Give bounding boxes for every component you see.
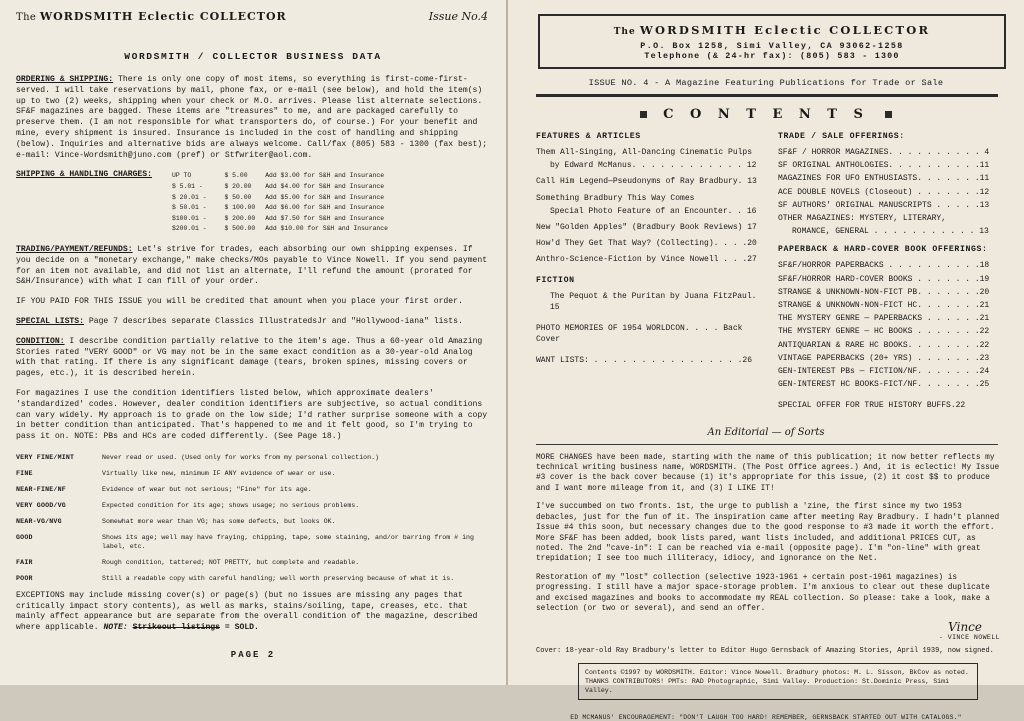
shipping-prefix: $ 5.01 - [172,182,203,190]
shipping-charges-section [16,170,490,236]
condition-code: NEAR-FINE/NF [16,485,66,493]
list-item[interactable]: SF&F/HORROR PAPERBACKS . . . . . . . . . .18 [778,261,990,271]
shipping-charge: Add $5.00 for S&H and Insurance [265,193,385,201]
editorial-divider [536,444,998,445]
list-item[interactable]: SF ORIGINAL ANTHOLOGIES. . . . . . . . . .11 [778,161,990,171]
editorial-heading: An Editorial — of Sorts [707,426,825,438]
condition-code-list [16,453,490,583]
fiction-heading: FICTION [536,275,575,285]
left-page-header [0,0,506,23]
shipping-charge: Add $6.00 for S&H and Insurance [265,204,385,212]
trading-body: Let's strive for trades, each absorbing our own shipping expenses. If you decide on a "monetary exchange," make checks/MOs payable to Vince Nowell. If you send payment for an item not available, and did not list an alternate, I'll refund the amount (prorated for S&H/Insurance) with what I can fill of your order. [16,244,488,287]
shipping-charge: Add $10.00 for S&H and Insurance [265,225,388,233]
trade-offerings-heading: TRADE / SALE OFFERINGS: [778,132,905,141]
exceptions-text: EXCEPTIONS may include missing cover(s) or page(s) (but no issues are missing any pages that critically impact story contents), as well as marks, stains/soiling, tape, creases, etc. that mainly affect appearance but are separate from the overall condition of the magazine, described where applicable. [16,590,478,633]
list-item[interactable]: Anthro-Science-Fiction by Vince Nowell . . .27 [536,255,757,265]
list-item[interactable]: SF AUTHORS' ORIGINAL MANUSCRIPTS . . . . .13 [778,200,990,210]
shipping-range: $ 20.00 [224,182,252,190]
shipping-range: $ 200.00 [224,214,256,222]
issue-label: Issue No.4 [428,10,488,23]
condition-code: FINE [16,469,33,477]
contents-columns [508,132,1024,417]
editorial-paragraph: I've succumbed on two fronts. 1st, the urge to publish a 'zine, the first since my two 1953 debacles, just for the fun of it. The inspiration came after meeting Ray Bradbury. I hadn't planned Issue #4 this soon, but necessary changes due to the good response to #3 made it worth the effort. More SF&F has been added, book lists pared, want lists included, and additional PRICES CUT, as noted. The 2nd "cave-in": I can be reached via e-mail (opposite page). I'm "on-line" with great trepidation; I see too much illiteracy, idiocy, and ignorance on the Net. [536,503,1000,564]
list-item[interactable]: VINTAGE PAPERBACKS (20+ YRS) . . . . . . .23 [778,353,990,363]
masthead-phone: Telephone (& 24-hr fax): (805) 583 - 1300 [644,51,900,61]
list-item [16,558,490,567]
list-item[interactable]: Call Him Legend—Pseudonyms of Ray Bradbury. 13 [536,177,757,187]
list-item[interactable]: MAGAZINES FOR UFO ENTHUSIASTS. . . . . . .11 [778,174,990,184]
list-item [16,501,490,510]
note-strike-term: Strikeout listings [132,623,221,633]
issue-subtitle: ISSUE NO. 4 - A Magazine Featuring Publications for Trade or Sale [588,78,944,88]
shipping-charge: Add $7.50 for S&H and Insurance [265,214,385,222]
left-page-body [0,23,506,660]
table-row [172,215,396,224]
special-lists-heading: SPECIAL LISTS: [16,316,84,326]
note-strike-post: = SOLD. [220,623,259,633]
special-lists-body: Page 7 describes separate Classics IllustratedsJr and "Hollywood-iana" lists. [84,316,463,326]
page-number: PAGE 2 [230,650,276,661]
paid-credit-note [16,297,490,308]
list-item[interactable]: GEN-INTEREST HC BOOKS-FICT/NF. . . . . . .25 [778,380,990,390]
header-divider [536,94,998,97]
list-item[interactable]: STRANGE & UNKNOWN-NON-FICT HC. . . . . . .21 [778,301,990,311]
trading-payment-section [16,245,490,288]
trading-heading: TRADING/PAYMENT/REFUNDS: [16,244,133,254]
condition-section [16,337,490,380]
special-lists-section [16,317,490,328]
list-item[interactable]: GEN-INTEREST PBs — FICTION/NF. . . . . . .24 [778,367,990,377]
note-strike-label: NOTE: [103,623,133,633]
shipping-prefix: $200.01 - [172,225,207,233]
condition-code: NEAR-VG/NVG [16,517,62,525]
magazine-grading-text: For magazines I use the condition identifiers listed below, which approximate dealers' 'standardized' codes. However, dealer condition identifiers are subjective, so actual conditions can vary widely. My approach is to grade on the low side; I'd rather surprise someone with a copy in better condition than anticipated. That's happened to me and it felt good, so I'm trying to pass it on. NOTE: PBs and HCs are coded differently. (See Page 18.) [16,388,488,442]
list-item[interactable]: Them All-Singing, All-Dancing Cinematic Pulps [536,148,753,157]
editorial-paragraph: MORE CHANGES have been made, starting with the name of this publication; it now better reflects my technical writing business name, WORDSMITH. (The Post Office agrees.) And, it is eclectic! My Issue #3 cover is the back cover because (1) it's appropriate for this issue, (2) it cost $$ to produce and I want more mileage from it, and (3) I LIKE IT! [536,453,1000,493]
condition-heading: CONDITION: [16,336,65,346]
list-item [16,485,490,494]
shipping-prefix: $100.01 - [172,214,207,222]
condition-desc: Expected condition for its age; shows usage; no serious problems. [102,501,360,509]
left-page [0,0,508,685]
list-item[interactable]: ROMANCE, GENERAL . . . . . . . . . . . 13 [792,227,989,237]
square-bullet-icon [640,111,647,118]
colophon-line-2: THANKS CONTRIBUTORS! PMTs: RAD Photographic, Simi Valley. Production: St.Dominic Press, Simi Valley. [585,677,950,694]
list-item [16,533,490,551]
special-offer-item[interactable]: SPECIAL OFFER FOR TRUE HISTORY BUFFS.22 [778,401,966,411]
list-item[interactable]: SF&F / HORROR MAGAZINES. . . . . . . . . . 4 [778,148,990,157]
ordering-body: There is only one copy of most items, so everything is first-come-first-served. I will take reservations by mail, phone fax, or e-mail (see below), and hold the item(s) up to two (2) weeks, shipping when your check or M.O. arrives. Please list alternate selections. SF&F magazines are bagged. These items are "treasures" to me, and are packaged carefully to preserve them. (I am not responsible for what transporters do, of course.) For your benefit and mine, every shipment is insured. Insurance is included in the cost of handling and shipping (below). Inquiries and alternative bids are always welcome. Call/fax (805) 583 - 1300 (fax best); e-mail: Vince-Wordsmith@juno.com (pref) or Stfwriter@aol.com. [16,75,488,160]
shipping-range: $ 50.00 [224,193,252,201]
colophon-box [578,663,978,700]
table-row [172,225,396,234]
condition-desc: Somewhat more wear than VG; has some defects, but looks OK. [102,517,336,525]
contents-right-column [778,132,1002,417]
editorial-paragraph: Restoration of my "lost" collection (selective 1923-1961 + certain post-1961 magazines) is progressing. I still have a major space-storage problem. I'm anxious to clear out these duplicate and excised magazines and books to accommodate my REAL collection. So please: take a look, make a selection (or two or several), and send an offer. [536,573,990,613]
editorial-body [508,453,1024,615]
condition-desc: Never read or used. (Used only for works from my personal collection.) [102,453,379,461]
paid-note-text: IF YOU PAID FOR THIS ISSUE you will be credited that amount when you place your first order. [16,297,463,307]
shipping-upto-label: UP TO [172,172,192,180]
list-item[interactable]: OTHER MAGAZINES: MYSTERY, LITERARY, [778,214,947,224]
right-page [508,0,1024,721]
list-item [16,517,490,526]
editor-signature: Vince [948,620,982,635]
list-item[interactable]: Something Bradbury This Way Comes [536,193,695,203]
shipping-range: $ 100.00 [224,204,256,212]
masthead-title [540,23,1004,37]
list-item[interactable]: ACE DOUBLE NOVELS (Closeout) . . . . . . .12 [778,187,990,197]
table-row [172,194,396,203]
exceptions-section [16,591,490,634]
condition-body: I describe condition partially relative to the item's age. Thus a 60-year old Amazing Stories rated "VERY GOOD" or VG may not be in the same exact condition as a 30-year-old Analog with that rating. If there is any significant damage (tears, broken spines, missing covers or pages, etc.), it is described herein. [16,336,483,379]
book-offerings-heading: PAPERBACK & HARD-COVER BOOK OFFERINGS: [778,245,988,255]
shipping-charge: Add $4.00 for S&H and Insurance [265,182,385,190]
table-row [172,204,396,213]
condition-code: POOR [16,574,33,582]
logo-main: WORDSMITH Eclectic COLLECTOR [39,10,287,23]
list-item [16,453,490,462]
square-bullet-icon [885,111,892,118]
condition-desc: Rough condition, tattered; NOT PRETTY, but complete and readable. [102,558,360,566]
list-item[interactable]: SF&F/HORROR HARD-COVER BOOKS . . . . . . .19 [778,274,990,284]
ordering-heading: ORDERING & SHIPPING: [16,75,114,84]
ordering-shipping-section [16,75,490,161]
contents-heading [508,107,1024,122]
condition-desc: Still a readable copy with careful handling; well worth preserving because of what it is. [102,574,455,582]
list-item[interactable]: How'd They Get That Way? (Collecting). . . .20 [536,239,757,249]
list-item[interactable]: New "Golden Apples" (Bradbury Book Reviews) 17 [536,223,757,233]
list-item[interactable]: STRANGE & UNKNOWN-NON-FICT PB. . . . . . .20 [778,287,990,297]
footer-quote: ED MCMANUS' ENCOURAGEMENT: "DON'T LAUGH TOO HARD! REMEMBER, GERNSBACK STARTED OUT WITH CATALOGS." [570,713,962,721]
shipping-rate-table [170,170,398,236]
list-item[interactable]: THE MYSTERY GENRE — HC BOOKS . . . . . . .22 [778,327,990,337]
masthead-title-main: WORDSMITH Eclectic COLLECTOR [639,23,931,37]
masthead-title-prefix: The [613,27,640,37]
contents-left-column [536,132,760,417]
condition-desc: Evidence of wear but not serious; "Fine" for its age. [102,485,312,493]
list-item[interactable]: Special Photo Feature of an Encounter. . 16 [550,206,757,216]
shipping-heading: SHIPPING & HANDLING CHARGES: [16,170,152,180]
list-item [16,469,490,478]
page-title: WORDSMITH / COLLECTOR BUSINESS DATA [124,51,382,62]
table-row [172,183,396,192]
condition-code: FAIR [16,558,33,566]
photo-memories-item[interactable]: PHOTO MEMORIES OF 1954 WORLDCON. . . . Back Cover [536,324,743,345]
shipping-prefix: $ 20.01 - [172,193,207,201]
colophon-line-1: Contents ©1997 by WORDSMITH. Editor: Vince Nowell. Bradbury photos: M. L. Sisson, BkCov as noted. [585,668,969,676]
list-item [16,574,490,583]
list-item[interactable]: ANTIQUARIAN & RARE HC BOOKS. . . . . . . .22 [778,340,990,350]
logo-prefix: The [16,12,40,23]
list-item[interactable]: by Edward McManus. . . . . . . . . . . . 12 [550,161,757,171]
table-row [172,172,396,181]
condition-code: GOOD [16,533,33,541]
condition-desc: Shows its age; well may have fraying, chipping, tape, some staining, and/or barring from # ing label, etc. [102,533,474,550]
want-lists-item[interactable]: WANT LISTS: . . . . . . . . . . . . . . . .26 [536,356,753,366]
shipping-range: $ 500.00 [224,225,256,233]
contents-title-text: C O N T E N T S [663,107,869,122]
masthead-address: P.O. Box 1258, Simi Valley, CA 93062-1258 [640,41,904,51]
list-item[interactable]: The Pequot & the Puritan by Juana FitzPaul. 15 [550,291,757,312]
shipping-prefix: $ 50.01 - [172,204,207,212]
list-item[interactable]: THE MYSTERY GENRE — PAPERBACKS . . . . . .21 [778,314,990,324]
magazine-grading-note [16,389,490,443]
cover-credit: Cover: 18-year-old Ray Bradbury's letter to Editor Hugo Gernsback of Amazing Stories, April 1939, now signed. [536,647,994,656]
masthead-box [538,14,1006,69]
left-masthead-logo [16,10,287,23]
editor-name: - VINCE NOWELL [939,634,1000,642]
shipping-range: $ 5.00 [224,172,248,180]
condition-desc: Virtually like new, minimum IF ANY evidence of wear or use. [102,469,336,477]
shipping-charge: Add $3.00 for S&H and Insurance [265,172,385,180]
condition-code: VERY GOOD/VG [16,501,66,509]
features-heading: FEATURES & ARTICLES [536,132,641,141]
condition-code: VERY FINE/MINT [16,453,75,461]
